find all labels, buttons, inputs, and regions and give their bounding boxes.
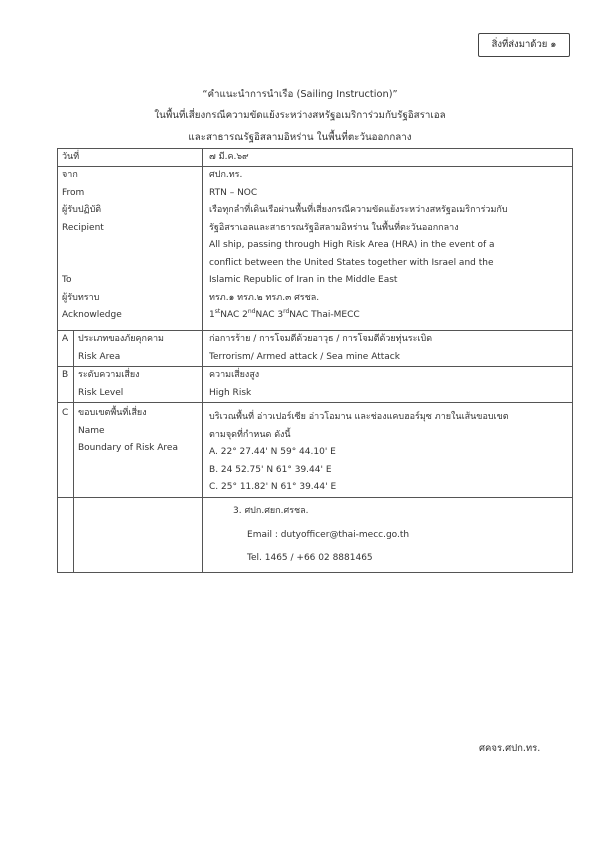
nac1-text: NAC xyxy=(220,310,243,320)
row-letter-a: A xyxy=(62,334,69,344)
risk-area-label-th: ประเภทของภัยคุกคาม xyxy=(78,334,164,344)
contact-row xyxy=(58,498,573,573)
boundary-point-b: B. 24 52.75' N 61° 39.44' E xyxy=(209,464,332,475)
risk-level-label-en: Risk Level xyxy=(78,387,124,398)
nac3-number: 3 xyxy=(277,310,284,320)
to-label: To xyxy=(62,275,72,285)
nac2-suffix: nd xyxy=(247,308,256,315)
risk-area-value-en: Terrorism/ Armed attack / Sea mine Attack xyxy=(209,351,400,362)
from-label-th: จาก xyxy=(62,170,78,180)
from-label-en: From xyxy=(62,187,85,198)
boundary-label-th: ขอบเขตพื้นที่เสี่ยง xyxy=(78,408,147,418)
nac3-suffix: rd xyxy=(283,308,290,315)
boundary-label-en: Boundary of Risk Area xyxy=(78,443,178,453)
row-letter-b: B xyxy=(62,370,69,380)
from-value-en: RTN – NOC xyxy=(209,187,258,198)
risk-level-row xyxy=(58,367,573,403)
risk-area-row xyxy=(58,331,573,367)
boundary-description-1: บริเวณพื้นที่ อ่าวเปอร์เซีย อ่าวโอมาน และช่องแคบฮอร์มุซ ภายในเส้นขอบเขต xyxy=(209,412,509,422)
nac1-suffix: st xyxy=(214,308,221,315)
nac3-text: NAC Thai-MECC xyxy=(289,310,360,320)
recipient-label-th: ผู้รับปฏิบัติ xyxy=(62,205,102,215)
sailing-instruction-table xyxy=(57,148,573,573)
contact-item: 3. ศปก.ศยก.ศรชล. xyxy=(233,506,309,516)
risk-level-value-en: High Risk xyxy=(209,387,252,398)
risk-level-value-th: ความเสี่ยงสูง xyxy=(209,370,260,380)
date-row xyxy=(58,149,573,167)
attachment-label: สิ่งที่ส่งมาด้วย ๑ xyxy=(478,33,570,57)
risk-level-label-th: ระดับความเสี่ยง xyxy=(78,370,140,380)
routing-row xyxy=(58,167,573,331)
date-label: วันที่ xyxy=(62,152,80,162)
acknowledge-label-th: ผู้รับทราบ xyxy=(62,292,100,303)
boundary-label-name: Name xyxy=(78,425,105,436)
boundary-point-c: C. 25° 11.82' N 61° 39.44' E xyxy=(209,482,337,492)
boundary-row xyxy=(58,403,573,498)
recipient-value-th-2: รัฐอิสราเอลและสาธารณรัฐอิสลามอิหร่าน ในพื้นที่ตะวันออกกลาง xyxy=(209,222,459,233)
document-subtitle-1: ในพื้นที่เสี่ยงกรณีความขัดแย้งระหว่างสหรัฐอเมริการ่วมกับรัฐอิสราเอล xyxy=(154,110,446,121)
document-title: “คำแนะนำการนำเรือ (Sailing Instruction)” xyxy=(202,89,398,100)
nac2-text: NAC xyxy=(255,310,278,320)
recipient-value-en-2: conflict between the United States together with Israel and the xyxy=(209,257,494,268)
boundary-point-a: A. 22° 27.44' N 59° 44.10' E xyxy=(209,447,336,457)
row-letter-c: C xyxy=(62,408,69,418)
recipient-value-th-1: เรือทุกลำที่เดินเรือผ่านพื้นที่เสี่ยงกรณีความขัดแย้งระหว่างสหรัฐอเมริการ่วมกับ xyxy=(209,205,508,215)
nac1-number: 1 xyxy=(209,310,215,320)
from-value-th: ศปก.ทร. xyxy=(209,170,243,180)
risk-area-label-en: Risk Area xyxy=(78,351,121,362)
risk-area-value-th: ก่อการร้าย / การโจมตีด้วยอาวุธ / การโจมตีด้วยทุ่นระเบิด xyxy=(209,334,433,344)
recipient-label-en: Recipient xyxy=(62,222,104,233)
document-subtitle-2: และสาธารณรัฐอิสลามอิหร่าน ในพื้นที่ตะวันออกกลาง xyxy=(188,132,412,143)
acknowledge-label-en: Acknowledge xyxy=(62,310,122,320)
acknowledge-value-th: ทรภ.๑ ทรภ.๒ ทรภ.๓ ศรชล. xyxy=(209,292,320,303)
contact-tel: Tel. 1465 / +66 02 8881465 xyxy=(247,553,373,563)
recipient-value-en-1: All ship, passing through High Risk Area (HRA) in the event of a xyxy=(209,240,495,250)
issuer-signature-block: ศคจร.ศปก.ทร. xyxy=(479,743,541,754)
contact-email: Email : dutyofficer@thai-mecc.go.th xyxy=(247,530,410,540)
boundary-description-2: ตามจุดที่กำหนด ดังนี้ xyxy=(209,429,291,440)
date-value: ๗ มี.ค.๖๙ xyxy=(209,152,249,162)
nac2-number: 2 xyxy=(242,310,248,320)
recipient-value-en-3: Islamic Republic of Iran in the Middle East xyxy=(209,275,398,285)
acknowledge-value-en xyxy=(209,307,572,325)
